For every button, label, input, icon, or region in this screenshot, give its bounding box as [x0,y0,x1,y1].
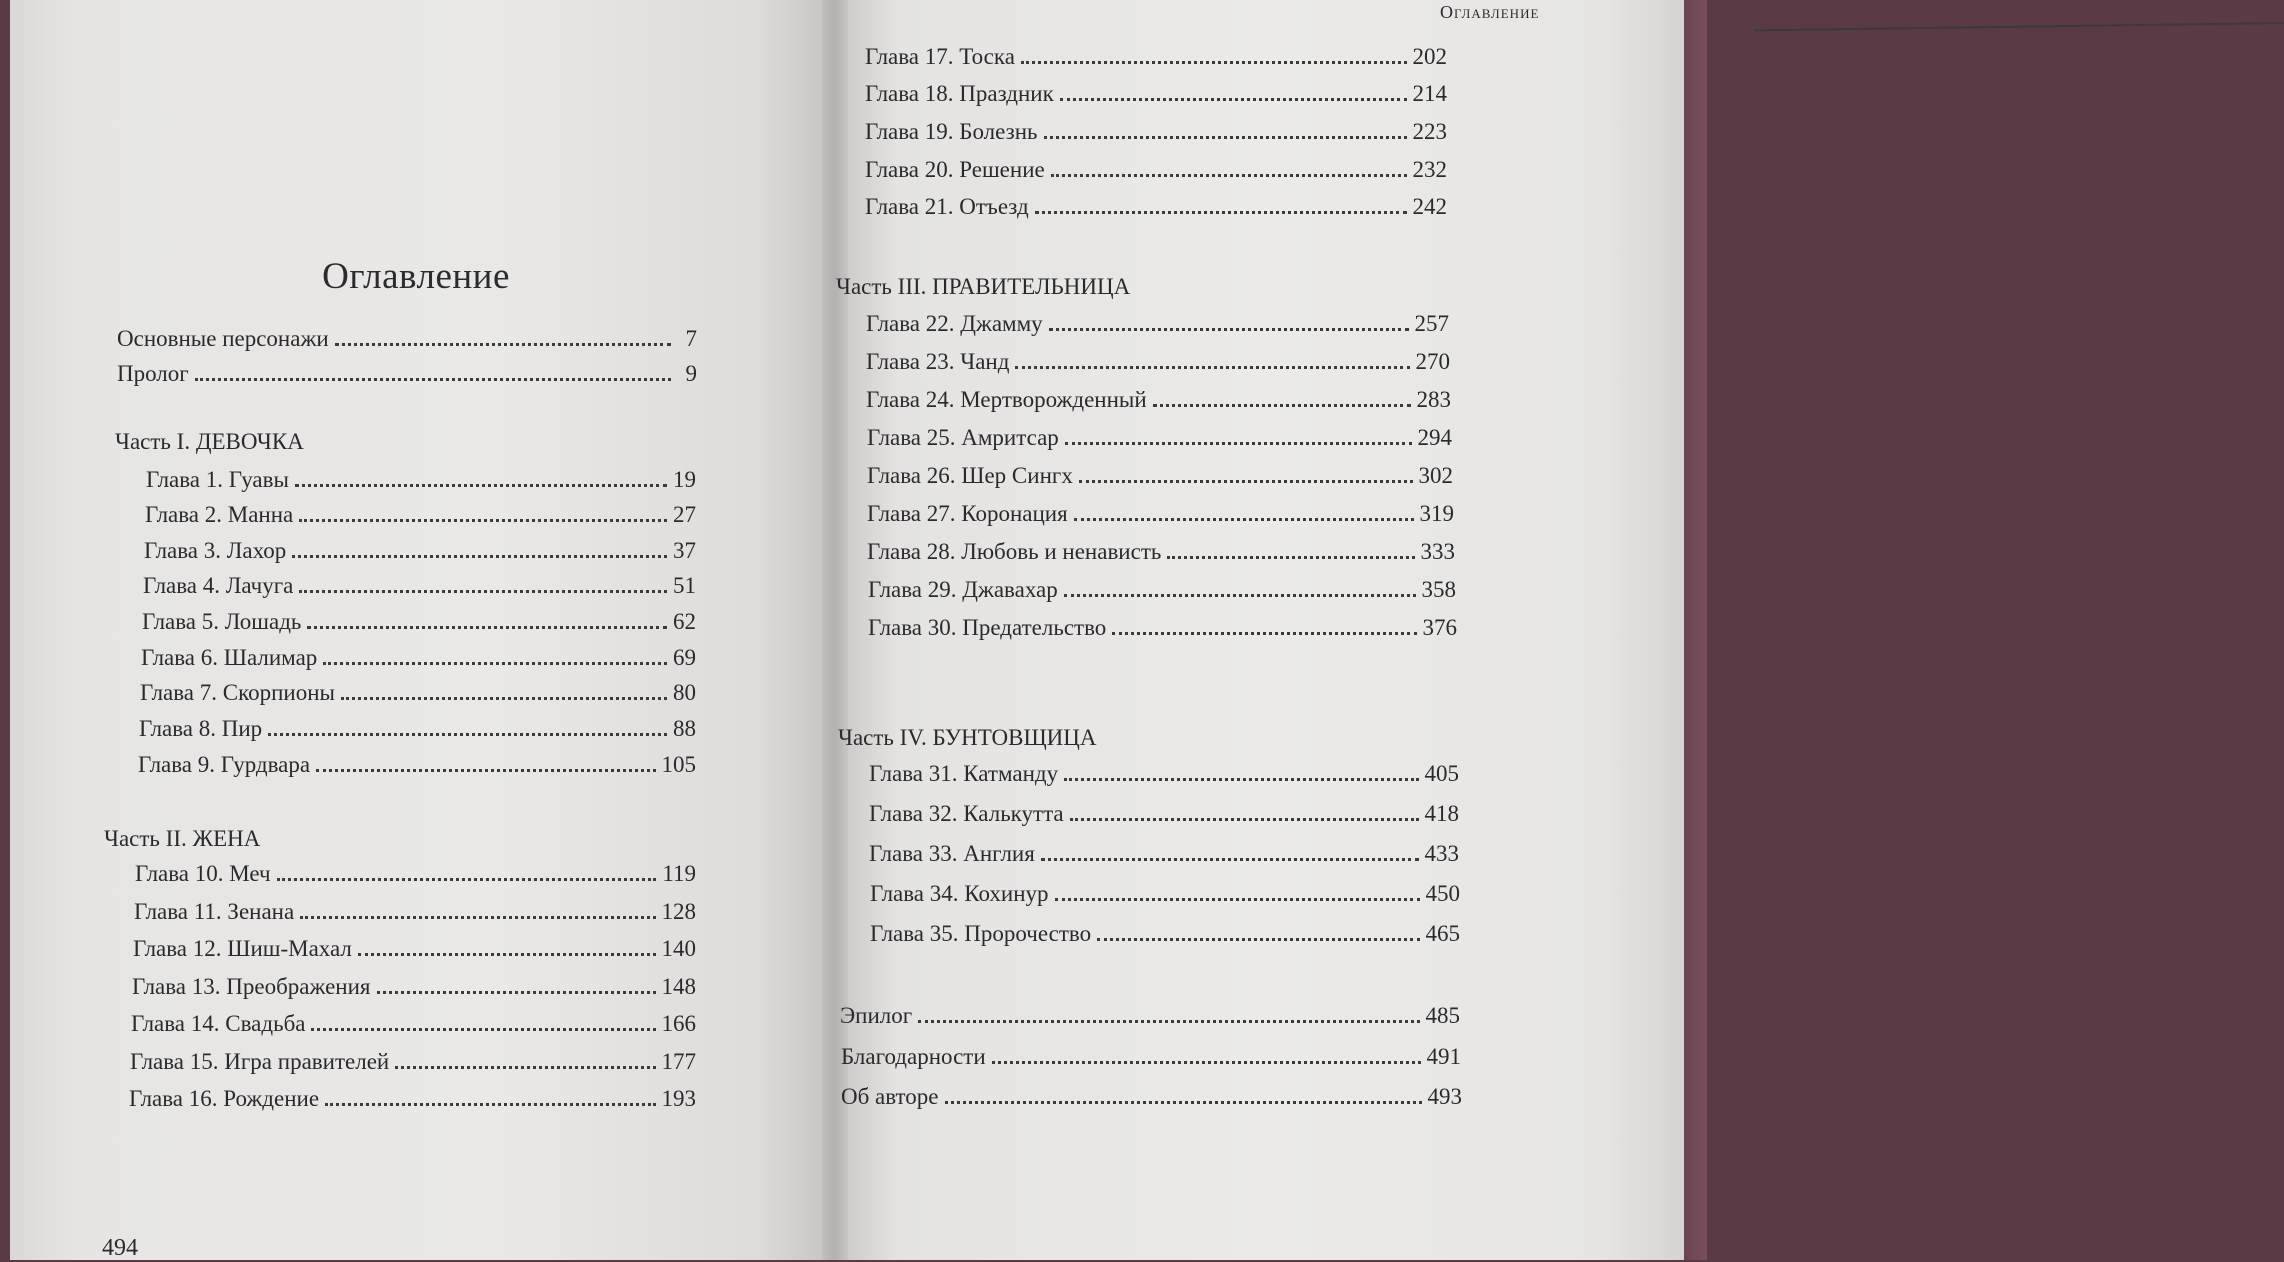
part-heading-1: Часть I. ДЕВОЧКА [115,429,304,454]
toc-entry: Глава 18. Праздник 214 [865,81,1447,106]
toc-entry: Глава 23. Чанд 270 [866,349,1450,374]
toc-entry: Глава 26. Шер Сингх 302 [867,463,1453,488]
toc-entry: Глава 13. Преображения 148 [132,974,696,999]
page-number: 494 [102,1235,138,1261]
part-heading-4: Часть IV. БУНТОВЩИЦА [838,725,1097,750]
header-rule [1754,22,2284,31]
toc-entry: Глава 17. Тоска 202 [865,44,1447,69]
toc-entry: Глава 30. Предательство 376 [868,615,1457,640]
book-cover-edge [1684,0,1707,1260]
toc-entry: Глава 11. Зенана 128 [134,899,696,924]
toc-entry: Глава 33. Англия 433 [869,841,1459,866]
toc-entry-acknowledgements: Благодарности 491 [841,1044,1461,1069]
toc-entry: Глава 28. Любовь и ненависть 333 [867,539,1455,564]
toc-entry: Глава 35. Пророчество 465 [870,921,1460,946]
toc-entry: Глава 1. Гуавы 19 [146,467,696,492]
part-heading-2: Часть II. ЖЕНА [104,826,261,851]
toc-entry: Глава 25. Амритсар 294 [867,425,1452,450]
toc-entry: Глава 3. Лахор 37 [144,538,696,563]
toc-entry: Глава 22. Джамму 257 [866,311,1449,336]
left-page [10,0,822,1260]
toc-entry: Глава 29. Джавахар 358 [868,577,1456,602]
toc-entry: Глава 14. Свадьба 166 [131,1011,696,1036]
toc-entry: Глава 34. Кохинур 450 [870,881,1460,906]
toc-entry: Глава 4. Лачуга 51 [143,573,696,598]
toc-entry: Глава 5. Лошадь 62 [142,609,696,634]
toc-entry: Глава 2. Манна 27 [145,502,696,527]
book-gutter [822,0,848,1260]
toc-entry: Глава 16. Рождение 193 [129,1086,696,1111]
toc-entry-characters: Основные персонажи 7 [117,326,697,351]
toc-entry-epilogue: Эпилог 485 [840,1003,1460,1028]
toc-entry: Глава 24. Мертворожденный 283 [866,387,1451,412]
toc-entry: Глава 21. Отъезд 242 [865,194,1447,219]
right-page [836,0,1684,1260]
toc-entry: Глава 31. Катманду 405 [869,761,1459,786]
part-heading-3: Часть III. ПРАВИТЕЛЬНИЦА [836,274,1131,299]
toc-entry: Глава 12. Шиш-Махал 140 [133,936,696,961]
toc-entry: Глава 27. Коронация 319 [867,501,1454,526]
toc-entry: Глава 19. Болезнь 223 [865,119,1447,144]
toc-entry: Глава 7. Скорпионы 80 [140,680,696,705]
toc-entry: Глава 20. Решение 232 [865,157,1447,182]
toc-entry: Глава 8. Пир 88 [139,716,696,741]
running-head: Оглавление [1440,2,1540,22]
toc-entry: Глава 32. Калькутта 418 [869,801,1459,826]
toc-entry: Глава 9. Гурдвара 105 [138,752,696,777]
toc-entry: Глава 10. Меч 119 [135,861,696,886]
toc-title: Оглавление [322,256,510,297]
toc-entry-about-author: Об авторе 493 [841,1084,1462,1109]
toc-entry-prologue: Пролог 9 [117,361,697,386]
toc-entry: Глава 15. Игра правителей 177 [130,1049,696,1074]
toc-entry: Глава 6. Шалимар 69 [141,645,696,670]
